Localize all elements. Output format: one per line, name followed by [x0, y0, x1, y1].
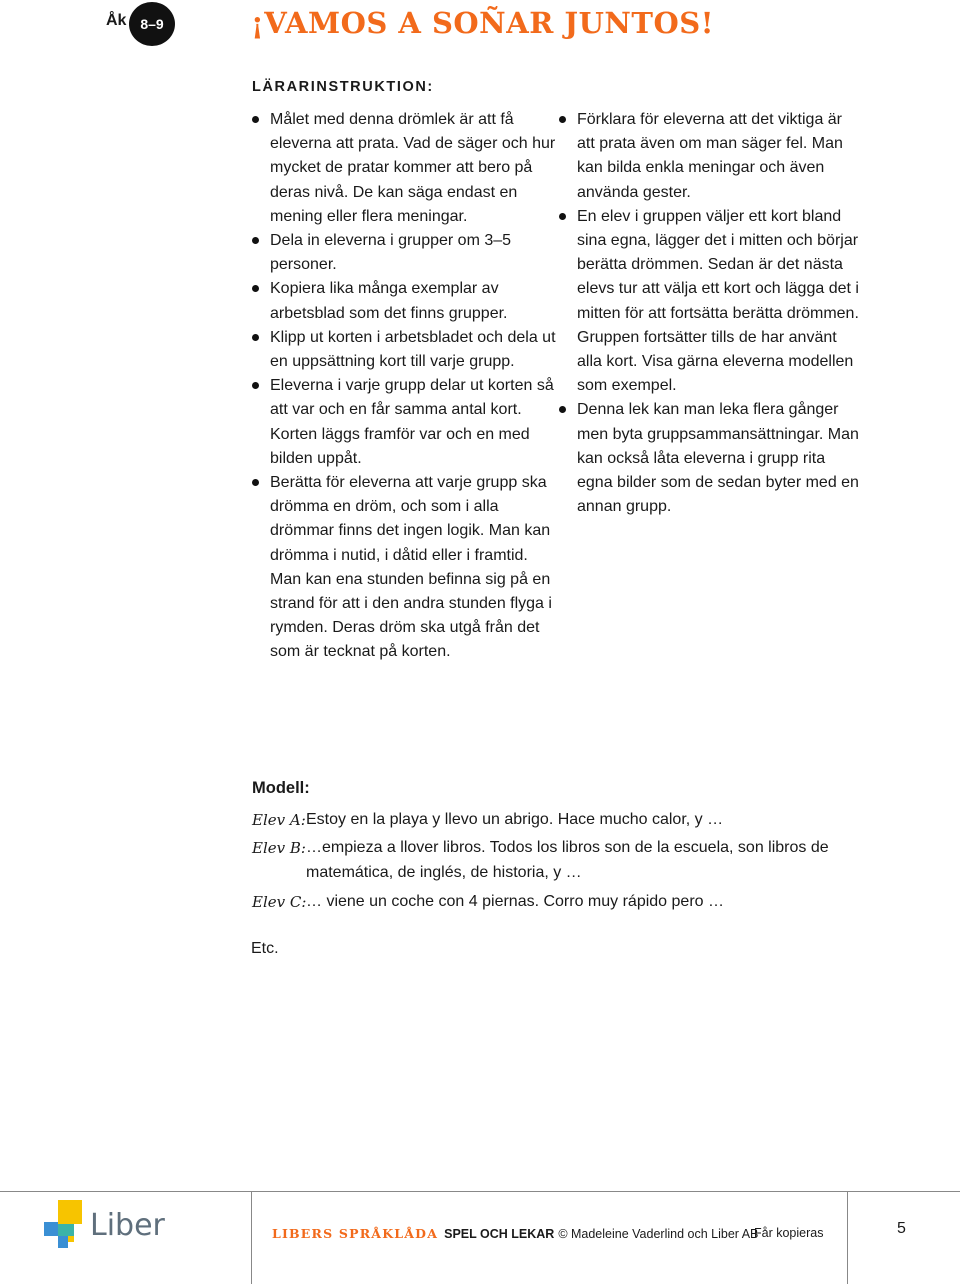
model-row: [252, 808, 872, 833]
footer-credits: [272, 1226, 758, 1241]
instruction-item: Berätta för eleverna att varje grupp ska drömma en dröm, och som i alla drömmar finns det ingen logik. Man kan drömma i nutid, i dåtid eller i framtid. Man kan ena stunden befinna sig på en strand för att i den andra stunden flyga i rymden. Deras dröm ska utgå från det som är tecknat på korten.: [252, 471, 562, 665]
model-row: [252, 836, 872, 885]
grade-badge: 8–9: [129, 2, 175, 46]
speaker-line: Estoy en la playa y llevo un abrigo. Hace mucho calor, y …: [306, 811, 724, 828]
instruction-item: Målet med denna drömlek är att få eleverna att prata. Vad de säger och hur mycket de pratar kommer att bero på deras nivå. De kan säga endast en mening eller flera meningar.: [252, 108, 562, 229]
page-title: ¡VAMOS A SOÑAR JUNTOS!: [251, 6, 714, 40]
teacher-instructions-heading: LÄRARINSTRUKTION:: [252, 79, 434, 95]
speaker-label: Elev B:: [252, 839, 306, 857]
instruction-item: Förklara för eleverna att det viktiga är att prata även om man säger fel. Man kan bilda enkla meningar och även använda gester.: [559, 108, 859, 205]
etc-text: Etc.: [251, 940, 279, 957]
footer-license: Får kopieras: [754, 1226, 824, 1240]
speaker-line: …empieza a llover libros. Todos los libros son de la escuela, son libros de matemática, de inglés, de historia, y …: [306, 839, 829, 881]
instruction-item: Klipp ut korten i arbetsbladet och dela ut en uppsättning kort till varje grupp.: [252, 326, 562, 374]
footer-brand: LIBERS SPRÅKLÅDA: [272, 1226, 439, 1241]
speaker-label: Elev A:: [252, 811, 306, 829]
liber-logo-text: Liber: [90, 1208, 165, 1243]
speaker-line: … viene un coche con 4 piernas. Corro muy rápido pero …: [306, 893, 724, 910]
footer-copyright: © Madeleine Vaderlind och Liber AB: [558, 1227, 759, 1241]
model-heading: Modell:: [252, 779, 310, 797]
instruction-item: Denna lek kan man leka flera gånger men byta gruppsammansättningar. Man kan också låta eleverna i grupp rita egna bilder som de sedan byter med en annan grupp.: [559, 398, 859, 519]
instruction-item: Eleverna i varje grupp delar ut korten så att var och en får samma antal kort. Korten läggs framför var och en med bilden uppåt.: [252, 374, 562, 471]
page-number: 5: [897, 1220, 906, 1237]
speaker-label: Elev C:: [252, 893, 307, 911]
instruction-item: Kopiera lika många exemplar av arbetsblad som det finns grupper.: [252, 277, 562, 325]
footer-series: SPEL OCH LEKAR: [444, 1227, 555, 1241]
grade-label: Åk: [106, 12, 127, 29]
instructions-list-left: [252, 108, 562, 665]
instructions-list-right: [559, 108, 859, 519]
instruction-item: En elev i gruppen väljer ett kort bland sina egna, lägger det i mitten och börjar berätta drömmen. Sedan är det nästa elevs tur att välja ett kort och lägga det i mitten för att fortsätta berätta drömmen. Gruppen fortsätter tills de har använt alla kort. Visa gärna eleverna modellen som exempel.: [559, 205, 859, 399]
model-row: [252, 890, 872, 915]
footer-divider-right: [847, 1191, 848, 1284]
footer-divider: [0, 1191, 960, 1192]
instruction-item: Dela in eleverna i grupper om 3–5 personer.: [252, 229, 562, 277]
footer-divider-left: [251, 1191, 252, 1284]
